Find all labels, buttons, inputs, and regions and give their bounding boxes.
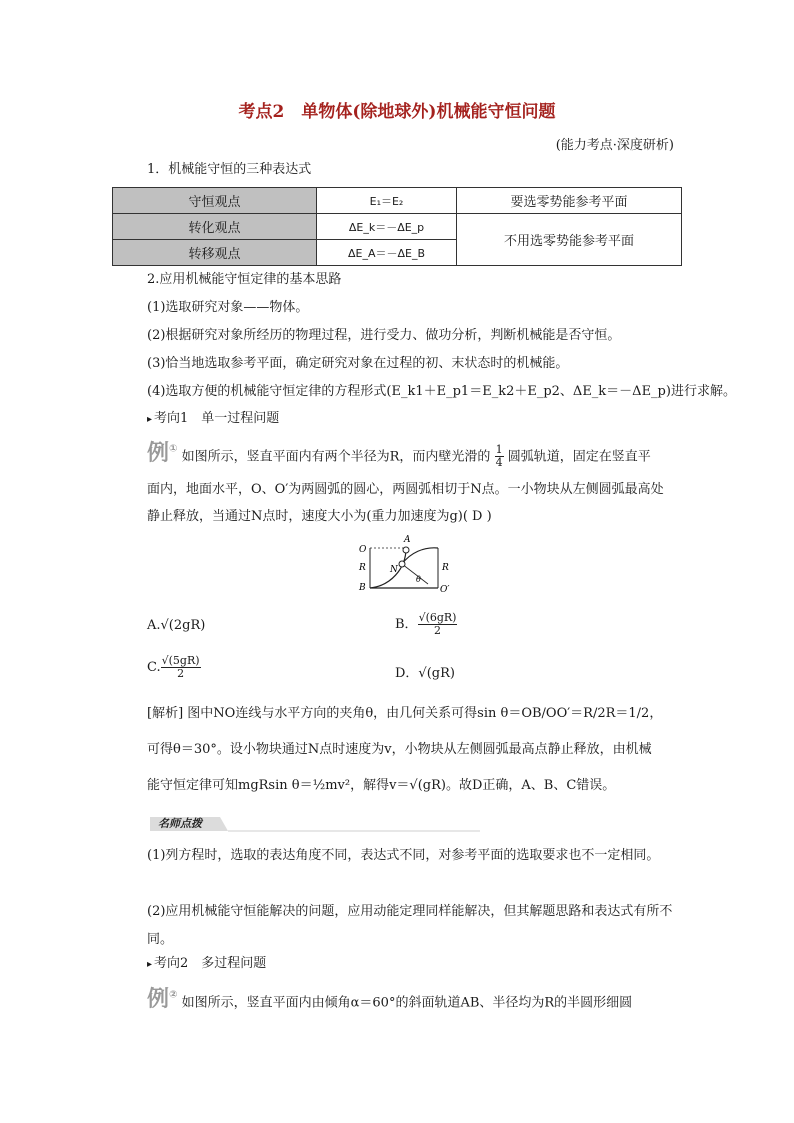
step-1: (1)选取研究对象——物体。 [147,300,309,315]
table-cell-formula: ΔE_A＝－ΔE_B [317,240,457,266]
label-o: O [359,545,367,555]
label-b: B [359,583,366,593]
example-label: 例② [147,987,178,1013]
analysis-label: [解析] [147,706,184,721]
table-cell-note: 不用选零势能参考平面 [457,214,682,266]
table-row [113,188,682,214]
tip-1: (1)列方程时，选取的表达角度不同，表达式不同，对参考平面的选取要求也不一定相同。 [147,848,660,863]
label-n: N [390,565,398,575]
label-r-left: R [359,563,366,573]
label-o-prime: O′ [440,585,450,594]
table-cell-view: 守恒观点 [113,188,317,214]
arrow-icon: ▸ [147,959,153,970]
expression-table [112,187,682,266]
option-a: A.√(2gR) [147,618,206,633]
table-cell-view: 转化观点 [113,214,317,240]
example-label: 例① [147,441,178,467]
page-title: 考点2 单物体(除地球外)机械能守恒问题 [238,102,556,122]
block-top [403,547,409,553]
block-n [399,561,405,567]
step-4: (4)选取方便的机械能守恒定律的方程形式(E_k1＋E_p1＝E_k2＋E_p2、ΔE_k＝－ΔE_p)进行求解。 [147,384,736,399]
example1-line1: 例① 如图所示，竖直平面内有两个半径为R，而内壁光滑的 $\frac{1}{4}$ 圆弧轨道，固定在竖直平 [147,441,651,470]
label-theta: θ [416,575,421,584]
table-cell-note: 要选零势能参考平面 [457,188,682,214]
table-cell-view: 转移观点 [113,240,317,266]
example2-line1: 例② 如图所示，竖直平面内由倾角α＝60°的斜面轨道AB、半径均为R的半圆形细圆 [147,987,633,1013]
option-c: C. $\frac{√(5gR)}{2}$ [147,654,200,680]
step-2: (2)根据研究对象所经历的物理过程，进行受力、做功分析，判断机械能是否守恒。 [147,328,621,343]
subtitle: (能力考点·深度研析) [555,138,674,153]
table-cell-formula: E₁＝E₂ [317,188,457,214]
label-r-right: R [442,563,449,573]
tip-2: (2)应用机械能守恒能解决的问题，应用动能定理同样能解决，但其解题思路和表达式有所不同。 [147,904,673,947]
section2-heading: 2.应用机械能守恒定律的基本思路 [147,272,342,287]
direction-1: ▸ 考向1 单一过程问题 [147,411,280,426]
analysis-line1: [解析] 图中NO连线与水平方向的夹角θ，由几何关系可得sin θ＝OB/OO′＝R/2R＝1/2， [147,706,663,721]
direction-2: ▸ 考向2 多过程问题 [147,956,267,971]
radius-line [402,564,428,584]
table-cell-formula: ΔE_k＝－ΔE_p [317,214,457,240]
label-a: A [404,535,411,545]
fraction: $\frac{1}{4}$ [495,443,503,470]
option-d: D．√(gR) [395,666,455,681]
section1-heading: 1．机械能守恒的三种表达式 [147,162,312,177]
arrow-icon: ▸ [147,414,153,425]
example1-line2: 面内，地面水平，O、O′为两圆弧的圆心，两圆弧相切于N点。一小物块从左侧圆弧最高处 [147,482,664,497]
step-3: (3)恰当地选取参考平面，确定研究对象在过程的初、末状态时的机械能。 [147,356,569,371]
tip-label: 名师点拨 [158,817,202,830]
option-b: B． $\frac{√(6gR)}{2}$ [395,611,457,637]
example1-line3: 静止释放，当通过N点时，速度大小为(重力加速度为g)( D ) [147,509,492,524]
left-arc [370,548,406,588]
table-row [113,214,682,240]
analysis-line3: 能守恒定律可知mgRsin θ＝½mv²，解得v＝√(gR)。故D正确，A、B、C错误。 [147,778,616,793]
arc-track-figure [356,532,452,594]
analysis-line2: 可得θ＝30°。设小物块通过N点时速度为v，小物块从左侧圆弧最高点静止释放，由机械 [147,742,652,757]
